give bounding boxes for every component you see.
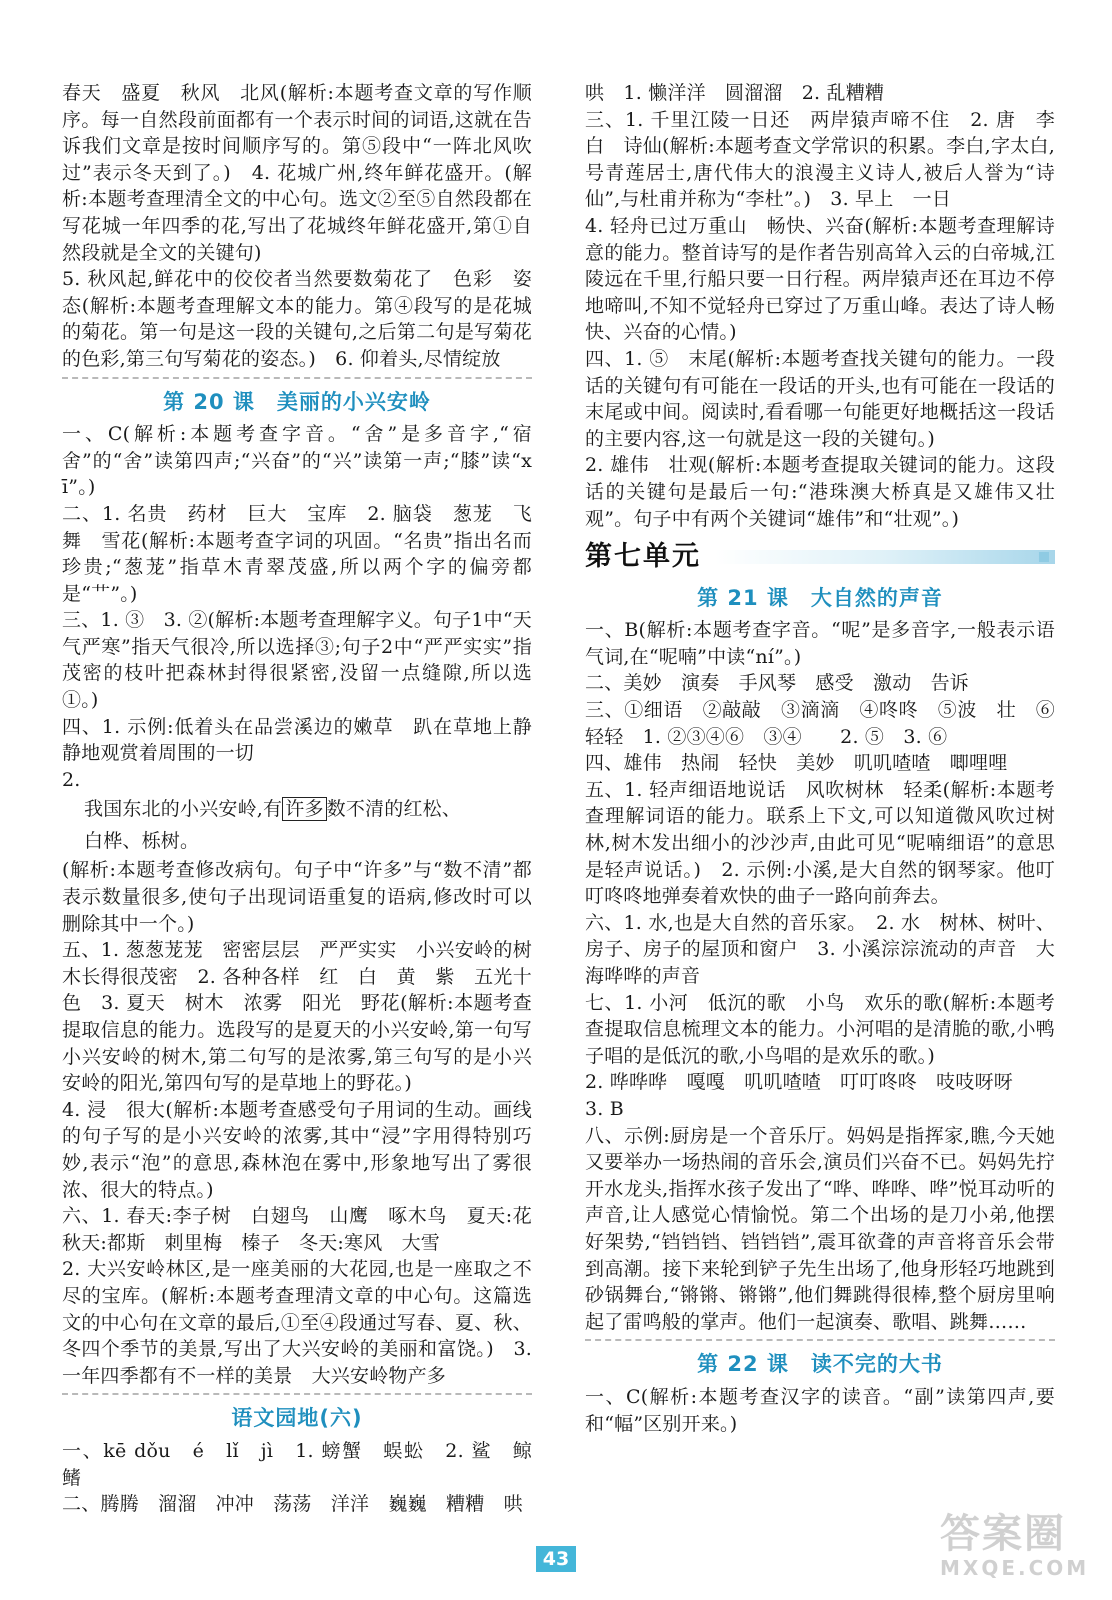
answer-paragraph: 二、1. 名贵 药材 巨大 宝库 2. 脑袋 葱茏 飞舞 雪花(解析:本题考查字词的巩固。“名贵”指出名而珍贵;“葱茏”指草木青翠茂盛,所以两个字的偏旁都是“艹”。) xyxy=(62,502,532,605)
answer-paragraph: 四、1. ⑤ 末尾(解析:本题考查找关键句的能力。一段话的关键句有可能在一段话的开头,也有可能在一段话的末尾或中间。阅读时,看看哪一句能更好地概括这一段话的主要内容,这一句就是这一段的关键句。) xyxy=(585,347,1055,450)
right-column xyxy=(585,80,1055,1437)
answer-paragraph: 一、B(解析:本题考查字音。“呢”是多音字,一般表示语气词,在“呢喃”中读“ní”。) xyxy=(585,619,1055,668)
answer-paragraph: 5. 秋风起,鲜花中的佼佼者当然要数菊花了 色彩 姿态(解析:本题考查理解文本的能力。第④段写的是花城的菊花。第一句是这一段的关键句,之后第二句是写菊花的色彩,第三句写菊花的姿态。) 6. 仰着头,尽情绽放 xyxy=(62,268,532,370)
answer-paragraph: 三、1. ③ 3. ②(解析:本题考查理解字义。句子1中“天气严寒”指天气很冷,所以选择③;句子2中“严严实实”指茂密的枝叶把森林封得很紧密,没留一点缝隙,所以选①。) xyxy=(62,609,532,712)
answer-paragraph: 八、示例:厨房是一个音乐厅。妈妈是指挥家,瞧,今天她又要举办一场热闹的音乐会,演员们兴奋不已。妈妈先拧开水龙头,指挥水孩子发出了“哗、哗哗、哗”悦耳动听的声音,让人感觉心情愉悦。第二个出场的是刀小弟,他摆好架势,“铛铛铛、铛铛铛”,震耳欲聋的声音将音乐会带到高潮。接下来轮到铲子先生出场了,他身形轻巧地跳到砂锅舞台,“锵锵、锵锵”,他们舞跳得很棒,整个厨房里响起了雷鸣般的掌声。他们一起演奏、歌唱、跳舞…… xyxy=(585,1124,1055,1333)
page-number: 43 xyxy=(536,1546,576,1572)
divider xyxy=(62,377,532,379)
unit-header xyxy=(585,541,1055,573)
answer-paragraph: 一、kē dǒu é lǐ jì 1. 螃蟹 蜈蚣 2. 鲨 鲸 鳍 xyxy=(62,1439,552,1489)
boxed-word: 许多 xyxy=(282,797,326,821)
answer-paragraph: 五、1. 葱葱茏茏 密密层层 严严实实 小兴安岭的树木长得很茂密 2. 各种各样 红 白 黄 紫 五光十色 3. 夏天 树木 浓雾 阳光 野花(解析:本题考查提取信息的能力。选段写的是夏天的小兴安岭,第一句写小兴安岭的树木,第二句写的是浓雾,第三句写的是小兴安岭的阳光,第四句写的是草地上的野花。) xyxy=(62,939,532,1095)
lesson-20-heading: 第 20 课 美丽的小兴安岭 xyxy=(163,389,431,414)
answer-paragraph: 六、1. 春天:李子树 白翅鸟 山鹰 啄木鸟 夏天:花 秋天:都斯 刺里梅 榛子 冬天:寒风 大雪 xyxy=(62,1205,552,1254)
answer-paragraph: 三、①细语 ②敲敲 ③滴滴 ④咚咚 ⑤波 壮 ⑥轻轻 1. ②③④⑥ ③④ 2. ⑤ 3. ⑥ xyxy=(585,699,1055,748)
answer-paragraph: 六、1. 水,也是大自然的音乐家。 2. 水 树林、树叶、房子、房子的屋顶和窗户 3. 小溪淙淙流动的声音 大海哗哗的声音 xyxy=(585,911,1055,987)
answer-paragraph: 四、雄伟 热闹 轻快 美妙 叽叽喳喳 唧哩哩 xyxy=(585,752,1008,775)
corrected-sentence: 我国东北的小兴安岭,有 许多 数不清的红松、 白桦、栎树。 xyxy=(84,798,462,853)
answer-paragraph: 七、1. 小河 低沉的歌 小鸟 欢乐的歌(解析:本题考查提取信息梳理文本的能力。小河唱的是清脆的歌,小鸭子唱的是低沉的歌,小鸟唱的是欢乐的歌。) xyxy=(585,991,1055,1067)
unit-title: 第七单元 xyxy=(585,541,701,573)
answer-paragraph: 2. xyxy=(62,768,81,791)
answer-paragraph: 4. 浸 很大(解析:本题考查感受句子用词的生动。画线的句子写的是小兴安岭的浓雾,其中“浸”字用得特别巧妙,表示“泡”的意思,森林泡在雾中,形象地写出了雾很浓、很大的特点。) xyxy=(62,1098,532,1201)
answer-paragraph: 2. 哗哗哗 嘎嘎 叽叽喳喳 叮叮咚咚 吱吱呀呀 xyxy=(585,1071,1013,1094)
answer-paragraph: 哄 1. 懒洋洋 圆溜溜 2. 乱糟糟 xyxy=(585,82,885,104)
answer-paragraph: 4. 轻舟已过万重山 畅快、兴奋(解析:本题考查理解诗意的能力。整首诗写的是作者告别高耸入云的白帝城,江陵远在千里,行船只要一日行程。两岸猿声还在耳边不停地啼叫,不知不觉轻舟已穿过了万重山峰。表达了诗人畅快、兴奋的心情。) xyxy=(585,214,1055,344)
garden-heading: 语文园地(六) xyxy=(231,1406,363,1431)
answer-paragraph: 春天 盛夏 秋风 北风(解析:本题考查文章的写作顺序。每一自然段前面都有一个表示时间的词语,这就在告诉我们文章是按时间顺序写的。第⑤段中“一阵北风吹过”表示冬天到了。) 4. 花城广州,终年鲜花盛开。(解析:本题考查理清全文的中心句。选文②至⑤自然段都在写花城一年四季的花,写出了花城终年鲜花盛开,第①自然段就是全文的关键句) xyxy=(62,82,532,264)
answer-paragraph: 3. B xyxy=(585,1097,624,1120)
divider xyxy=(585,1339,1055,1341)
answer-paragraph: 2. 雄伟 壮观(解析:本题考查提取关键词的能力。这段话的关键句是最后一句:“港珠澳大桥真是又雄伟又壮观”。句子中有两个关键词“雄伟”和“壮观”。) xyxy=(585,454,1055,530)
answer-paragraph: 四、1. 示例:低着头在品尝溪边的嫩草 趴在草地上静静地观赏着周围的一切 xyxy=(62,715,532,765)
divider xyxy=(62,1393,532,1395)
lesson-21-heading: 第 21 课 大自然的声音 xyxy=(697,585,943,610)
answer-paragraph: 三、1. 千里江陵一日还 两岸猿声啼不住 2. 唐 李白 诗仙(解析:本题考查文学常识的积累。李白,字太白,号青莲居士,唐代伟大的浪漫主义诗人,被后人誉为“诗仙”,与杜甫并称为“李杜”。) 3. 早上 一日 xyxy=(585,108,1055,211)
unit-decor-bar xyxy=(715,550,1055,564)
answer-paragraph: 2. 大兴安岭林区,是一座美丽的大花园,也是一座取之不尽的宝库。(解析:本题考查理清文章的中心句。这篇选文的中心句在文章的最后,①至④段通过写春、夏、秋、冬四个季节的美景,写出了大兴安岭的美丽和富饶。) 3. 一年四季都有不一样的美景 大兴安岭物产多 xyxy=(62,1258,532,1387)
left-column xyxy=(62,80,552,1518)
lesson-22-heading: 第 22 课 读不完的大书 xyxy=(697,1352,943,1377)
watermark-logo: 答案圈 MXQE.COM xyxy=(940,1511,1090,1580)
answer-paragraph: (解析:本题考查修改病句。句子中“许多”与“数不清”都表示数量很多,使句子出现词语重复的语病,修改时可以删除其中一个。) xyxy=(62,859,532,935)
answer-paragraph: 一、C(解析:本题考查汉字的读音。“副”读第四声,要和“幅”区别开来。) xyxy=(585,1385,1055,1435)
answer-paragraph: 二、美妙 演奏 手风琴 感受 激动 告诉 xyxy=(585,672,970,695)
answer-paragraph: 五、1. 轻声细语地说话 风吹树林 轻柔(解析:本题考查理解词语的能力。联系上下文,可以知道微风吹过树林,树木发出细小的沙沙声,由此可见“呢喃细语”的意思是轻声说话。) 2. 示例:小溪,是大自然的钢琴家。他叮叮咚咚地弹奏着欢快的曲子一路向前奔去。 xyxy=(585,778,1055,908)
answer-paragraph: 二、腾腾 溜溜 冲冲 荡荡 洋洋 巍巍 糟糟 哄 xyxy=(62,1493,523,1516)
answer-paragraph: 一、C(解析:本题考查字音。“舍”是多音字,“宿舍”的“舍”读第四声;“兴奋”的“兴”读第一声;“膝”读“xī”。) xyxy=(62,423,532,499)
